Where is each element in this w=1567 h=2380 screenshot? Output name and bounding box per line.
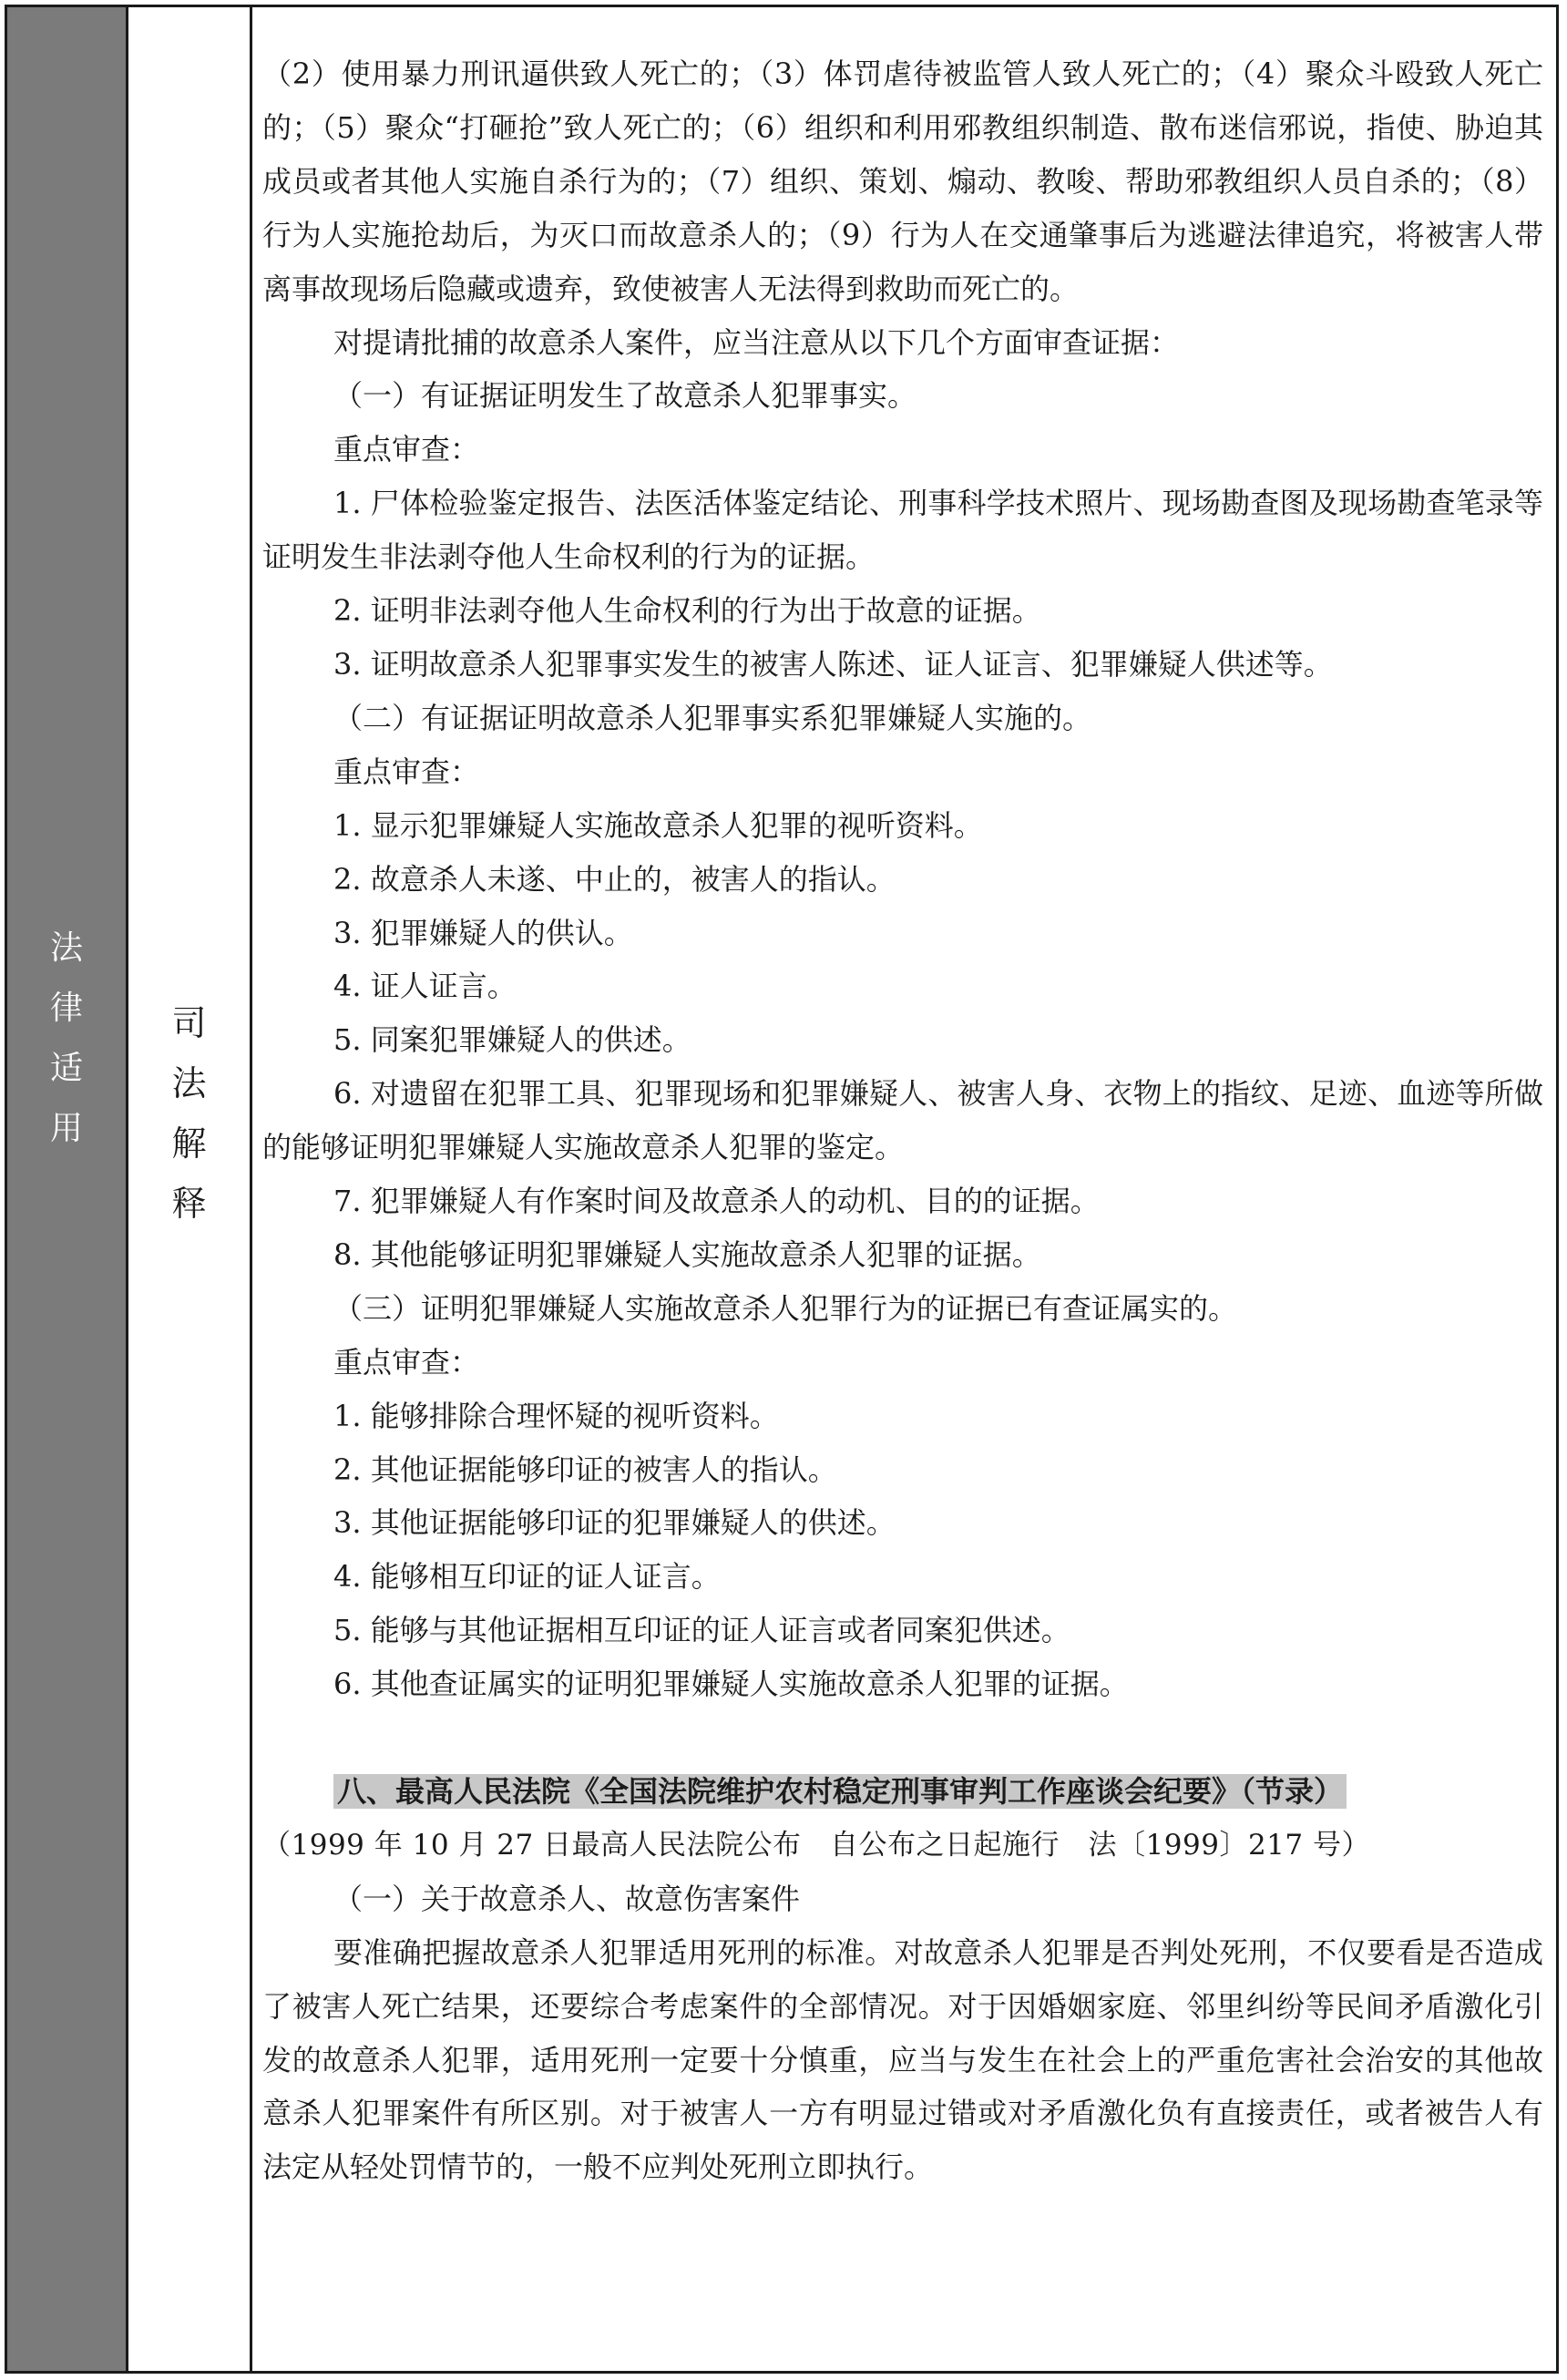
review-label: 重点审查： (333, 754, 480, 789)
category-char: 适 (49, 1050, 83, 1087)
paragraph: （2）使用暴力刑讯逼供致人死亡的；（3）体罚虐待被监管人致人死亡的；（4）聚众斗殴致人死亡的；（5）聚众“打砸抢”致人死亡的；（6）组织和利用邪教组织制造、散布迷信邪说，指使、胁迫其成员或者其他人实施自杀行为的；（7）组织、策划、煽动、教唆、帮助邪教组织人员自杀的；（8）行为人实施抢劫后，为灭口而故意杀人的；（9）行为人在交通肇事后为逃避法律追究，将被害人带离事故现场后隐藏或遗弃，致使被害人无法得到救助而死亡的。 (262, 56, 1543, 306)
list-item: 5. 能够与其他证据相互印证的证人证言或者同案犯供述。 (333, 1613, 1070, 1648)
review-label: 重点审查： (333, 1344, 480, 1380)
list-item: 1. 显示犯罪嫌疑人实施故意杀人犯罪的视听资料。 (333, 807, 983, 843)
list-item: 8. 其他能够证明犯罪嫌疑人实施故意杀人犯罪的证据。 (333, 1236, 1041, 1272)
content-body (262, 47, 1543, 2194)
subsection-title: （一）有证据证明发生了故意杀人犯罪事实。 (333, 378, 917, 414)
paragraph: 对提请批捕的故意杀人案件，应当注意从以下几个方面审查证据： (333, 324, 1180, 360)
list-item: 4. 能够相互印证的证人证言。 (333, 1559, 721, 1595)
paragraph: 要准确把握故意杀人犯罪适用死刑的标准。对故意杀人犯罪是否判处死刑，不仅要看是否造成了被害人死亡结果，还要综合考虑案件的全部情况。对于因婚姻家庭、邻里纠纷等民间矛盾激化引发的故意杀人犯罪，适用死刑一定要十分慎重，应当与发生在社会上的严重危害社会治安的其他故意杀人犯罪案件有所区别。对于被害人一方有明显过错或对矛盾激化负有直接责任，或者被告人有法定从轻处罚情节的，一般不应判处死刑立即执行。 (262, 1934, 1543, 2185)
list-item: 5. 同案犯罪嫌疑人的供述。 (333, 1022, 691, 1058)
list-item: 1. 尸体检验鉴定报告、法医活体鉴定结论、刑事科学技术照片、现场勘查图及现场勘查笔录等证明发生非法剥夺他人生命权利的行为的证据。 (262, 486, 1543, 575)
list-item: 7. 犯罪嫌疑人有作案时间及故意杀人的动机、目的的证据。 (333, 1184, 1100, 1219)
section-heading-line (262, 1765, 1543, 1819)
list-item: 6. 其他查证属实的证明犯罪嫌疑人实施故意杀人犯罪的证据。 (333, 1667, 1129, 1702)
subcategory-char: 法 (171, 1063, 207, 1103)
subcategory-char: 释 (171, 1184, 207, 1224)
subcategory-label (128, 993, 250, 1234)
subcategory-char: 司 (171, 1003, 207, 1043)
list-item: 6. 对遗留在犯罪工具、犯罪现场和犯罪嫌疑人、被害人身、衣物上的指纹、足迹、血迹等所做的能够证明犯罪嫌疑人实施故意杀人犯罪的鉴定。 (262, 1076, 1543, 1165)
subcategory-char: 解 (171, 1123, 207, 1164)
category-char: 用 (49, 1110, 83, 1147)
category-char: 律 (49, 990, 83, 1027)
subsection-title: （三）证明犯罪嫌疑人实施故意杀人犯罪行为的证据已有查证属实的。 (333, 1290, 1238, 1326)
list-item: 3. 犯罪嫌疑人的供认。 (333, 915, 633, 950)
spacer (262, 1711, 1543, 1765)
review-label: 重点审查： (333, 432, 480, 467)
list-item: 2. 其他证据能够印证的被害人的指认。 (333, 1452, 837, 1487)
section-heading: 八、最高人民法院《全国法院维护农村稳定刑事审判工作座谈会纪要》（节录） (333, 1774, 1347, 1809)
list-item: 2. 故意杀人未遂、中止的，被害人的指认。 (333, 861, 896, 897)
category-label (7, 918, 126, 1159)
subsection-title: （一）关于故意杀人、故意伤害案件 (333, 1881, 801, 1916)
list-item: 1. 能够排除合理怀疑的视听资料。 (333, 1398, 779, 1433)
subsection-title: （二）有证据证明故意杀人犯罪事实系犯罪嫌疑人实施的。 (333, 700, 1092, 735)
list-item: 4. 证人证言。 (333, 969, 517, 1004)
list-item: 2. 证明非法剥夺他人生命权利的行为出于故意的证据。 (333, 593, 1041, 629)
list-item: 3. 其他证据能够印证的犯罪嫌疑人的供述。 (333, 1505, 896, 1541)
source-line: （1999 年 10 月 27 日最高人民法院公布 自公布之日起施行 法〔1999〕217 号） (262, 1828, 1370, 1862)
category-char: 法 (49, 929, 83, 967)
subcategory-column (128, 7, 252, 2371)
category-column (7, 7, 128, 2371)
list-item: 3. 证明故意杀人犯罪事实发生的被害人陈述、证人证言、犯罪嫌疑人供述等。 (333, 646, 1333, 682)
